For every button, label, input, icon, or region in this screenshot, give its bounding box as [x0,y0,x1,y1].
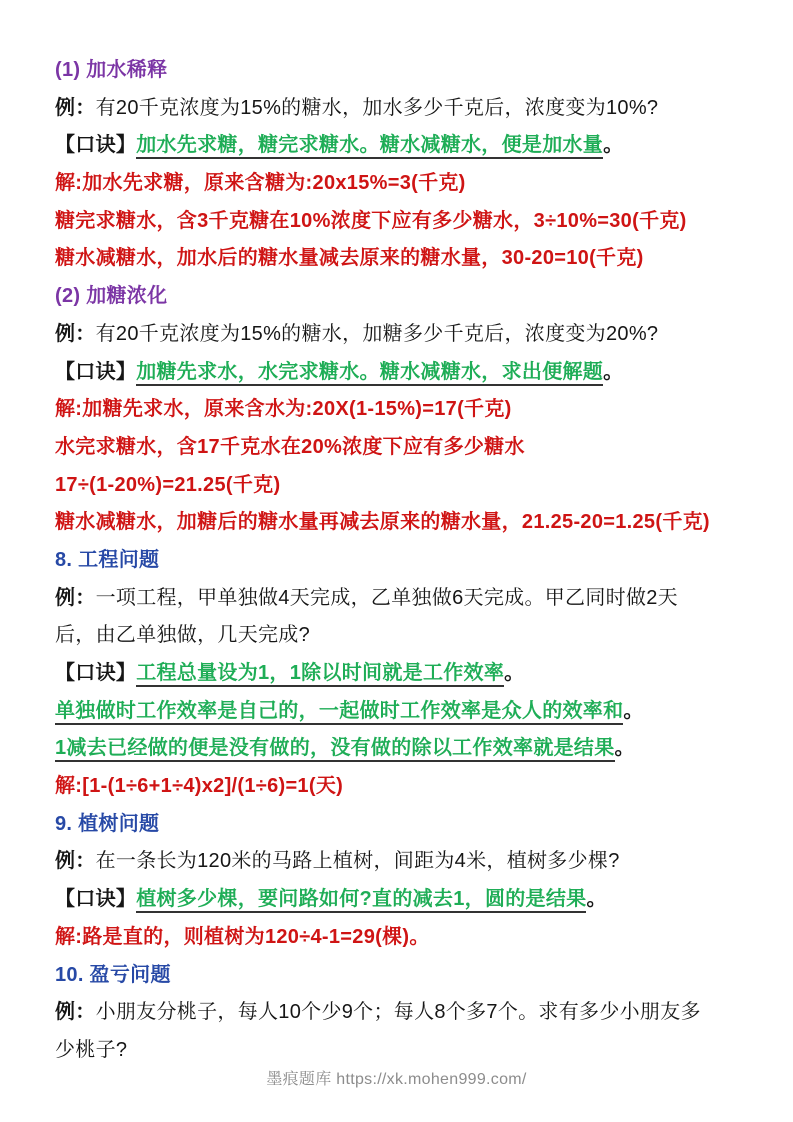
text-segment-black-bold: 。 [603,360,624,383]
text-segment-black: 少桃子? [55,1038,128,1061]
text-segment-black-bold: 例： [55,96,96,119]
text-segment-black-bold: 。 [623,699,644,722]
text-segment-red: 解:[1-(1÷6+1÷4)x2]/(1÷6)=1(天) [55,775,344,798]
text-segment-red: 糖水减糖水，加水后的糖水量减去原来的糖水量，30-20=10(千克) [55,247,644,270]
section-heading [55,52,753,90]
text-segment-purple: (2) 加糖浓化 [55,285,168,308]
mnemonic-line [55,655,753,693]
solution-line [55,919,753,957]
solution-line [55,203,753,241]
text-segment-blue: 10. 盈亏问题 [55,963,171,986]
section-heading [55,542,753,580]
text-segment-black-bold: 【口诀】 [55,888,137,911]
text-segment-red: 糖水减糖水，加糖后的糖水量再减去原来的糖水量，21.25-20=1.25(千克) [55,511,710,534]
text-segment-green: 单独做时工作效率是自己的，一起做时工作效率是众人的效率和 [55,700,623,725]
text-segment-black-bold: 例： [55,322,96,345]
text-segment-black: 有20千克浓度为15%的糖水，加水多少千克后，浓度变为10%? [95,96,659,119]
section-heading [55,957,753,995]
text-segment-red: 解:加糖先求水，原来含水为:20X(1-15%)=17(千克) [55,398,512,421]
solution-line [55,391,753,429]
example-line [55,843,753,881]
text-segment-black-bold: 【口诀】 [55,360,137,383]
solution-line [55,768,753,806]
solution-line [55,165,753,203]
text-segment-black-bold: 【口诀】 [55,662,137,684]
text-segment-black-bold: 例： [55,1001,96,1024]
solution-line [55,504,753,542]
solution-line [55,429,753,467]
text-segment-red: 解:路是直的，则植树为120÷4-1=29(棵)。 [55,925,430,948]
document-lines [55,52,753,1070]
text-segment-red: 水完求糖水，含17千克水在20%浓度下应有多少糖水 [55,435,525,458]
example-line [55,580,753,618]
example-line [55,994,753,1032]
section-heading [55,806,753,844]
text-segment-black-bold: 例： [55,850,96,873]
text-segment-black-bold: 。 [504,662,525,684]
example-line [55,90,753,128]
text-segment-green: 1减去已经做的便是没有做的，没有做的除以工作效率就是结果 [55,737,615,762]
text-segment-black-bold: 。 [614,737,635,760]
text-segment-green: 加水先求糖，糖完求糖水。糖水减糖水，便是加水量 [136,134,603,159]
mnemonic-line [55,730,753,768]
text-segment-black: 一项工程，甲单独做4天完成，乙单独做6天完成。甲乙同时做2天 [95,586,678,609]
text-segment-green: 工程总量设为1，1除以时间就是工作效率 [136,662,504,687]
example-line [55,1032,753,1070]
text-segment-black: 后，由乙单独做，几天完成? [55,624,311,647]
text-segment-black-bold: 。 [603,134,624,157]
example-line [55,316,753,354]
footer-watermark: 墨痕题库 https://xk.mohen999.com/ [266,1071,527,1088]
text-segment-black-bold: 【口诀】 [55,134,137,157]
solution-line [55,240,753,278]
solution-line [55,467,753,505]
text-segment-black-bold: 例： [55,586,96,609]
text-segment-black-bold: 。 [586,888,607,911]
text-segment-black: 小朋友分桃子，每人10个少9个；每人8个多7个。求有多少小朋友多 [95,1001,701,1024]
text-segment-black: 在一条长为120米的马路上植树，间距为4米，植树多少棵? [95,850,620,873]
example-line [55,617,753,655]
text-segment-purple: (1) 加水稀释 [55,59,168,81]
text-segment-blue: 8. 工程问题 [55,548,160,571]
text-segment-red: 17÷(1-20%)=21.25(千克) [55,473,281,496]
mnemonic-line [55,693,753,731]
section-heading [55,278,753,316]
text-segment-green: 加糖先求水，水完求糖水。糖水减糖水，求出便解题 [136,361,603,386]
text-segment-green: 植树多少棵，要问路如何?直的减去1，圆的是结果 [136,888,586,913]
mnemonic-line [55,881,753,919]
mnemonic-line [55,127,753,165]
mnemonic-line [55,354,753,392]
text-segment-blue: 9. 植树问题 [55,812,160,835]
text-segment-red: 解:加水先求糖，原来含糖为:20x15%=3(千克) [55,172,466,195]
text-segment-black: 有20千克浓度为15%的糖水，加糖多少千克后，浓度变为20%? [95,322,659,345]
text-segment-red: 糖完求糖水，含3千克糖在10%浓度下应有多少糖水，3÷10%=30(千克) [55,209,687,232]
